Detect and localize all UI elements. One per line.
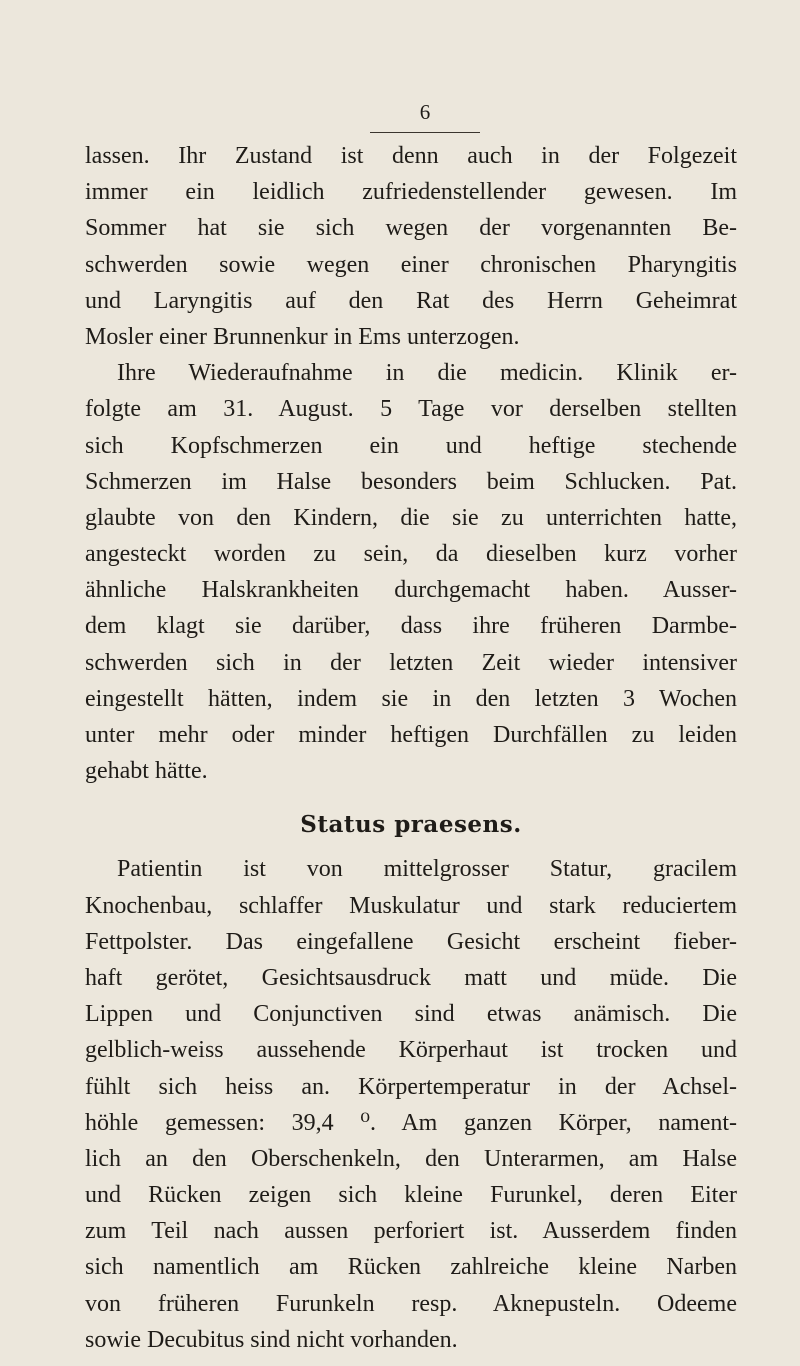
text-line: Knochenbau, schlaffer Muskulatur und stark reduciertem — [85, 892, 737, 919]
text-line: Ihre Wiederaufnahme in die medicin. Klinik er- — [117, 360, 737, 387]
text-line: Sommer hat sie sich wegen der vorgenannten Be- — [85, 215, 737, 242]
text-line: glaubte von den Kindern, die sie zu unterrichten hatte, — [85, 504, 737, 531]
text-line: eingestellt hätten, indem sie in den letzten 3 Wochen — [85, 685, 737, 712]
text-line: zum Teil nach aussen perforiert ist. Ausserdem finden — [85, 1218, 737, 1245]
text-line: und Rücken zeigen sich kleine Furunkel, deren Eiter — [85, 1182, 737, 1209]
text-line: Fettpolster. Das eingefallene Gesicht erscheint fieber- — [85, 928, 737, 955]
paragraph-1 — [85, 138, 737, 355]
text-line: ähnliche Halskrankheiten durchgemacht haben. Ausser- — [85, 577, 737, 604]
text-line: Schmerzen im Halse besonders beim Schlucken. Pat. — [85, 468, 737, 495]
text-line: angesteckt worden zu sein, da dieselben kurz vorher — [85, 541, 737, 568]
text-line: immer ein leidlich zufriedenstellender gewesen. Im — [85, 179, 737, 206]
text-line: gehabt hätte. — [85, 758, 208, 785]
text-line: lich an den Oberschenkeln, den Unterarmen, am Halse — [85, 1145, 737, 1172]
text-line: gelblich-weiss aussehende Körperhaut ist trocken und — [85, 1037, 737, 1064]
paragraph-3 — [85, 851, 737, 1358]
page-header — [370, 100, 480, 133]
text-line: dem klagt sie darüber, dass ihre früheren Darmbe- — [85, 613, 737, 640]
body-text — [85, 138, 737, 1358]
text-line: sich Kopfschmerzen ein und heftige stechende — [85, 432, 737, 459]
text-line: Mosler einer Brunnenkur in Ems unterzogen. — [85, 323, 520, 350]
header-rule — [370, 132, 480, 133]
text-line: folgte am 31. August. 5 Tage vor derselben stellten — [85, 396, 737, 423]
text-line: sowie Decubitus sind nicht vorhanden. — [85, 1326, 458, 1353]
text-line: sich namentlich am Rücken zahlreiche kleine Narben — [85, 1254, 737, 1281]
text-line: höhle gemessen: 39,4 ⁰. Am ganzen Körper, nament- — [85, 1109, 737, 1136]
text-line: haft gerötet, Gesichtsausdruck matt und müde. Die — [85, 964, 737, 991]
paragraph-2 — [85, 355, 737, 789]
section-heading: Status praesens. — [300, 811, 522, 839]
text-line: von früheren Furunkeln resp. Aknepusteln. Odeeme — [85, 1290, 737, 1317]
text-line: fühlt sich heiss an. Körpertemperatur in der Achsel- — [85, 1073, 737, 1100]
text-line: und Laryngitis auf den Rat des Herrn Geheimrat — [85, 287, 737, 314]
page-number: 6 — [419, 100, 431, 124]
text-line: Patientin ist von mittelgrosser Statur, gracilem — [117, 856, 737, 883]
text-line: lassen. Ihr Zustand ist denn auch in der Folgezeit — [85, 143, 737, 169]
text-line: schwerden sowie wegen einer chronischen Pharyngitis — [85, 251, 737, 278]
text-line: unter mehr oder minder heftigen Durchfällen zu leiden — [85, 722, 737, 748]
text-line: Lippen und Conjunctiven sind etwas anämisch. Die — [85, 1001, 737, 1028]
text-line: schwerden sich in der letzten Zeit wieder intensiver — [85, 649, 737, 676]
